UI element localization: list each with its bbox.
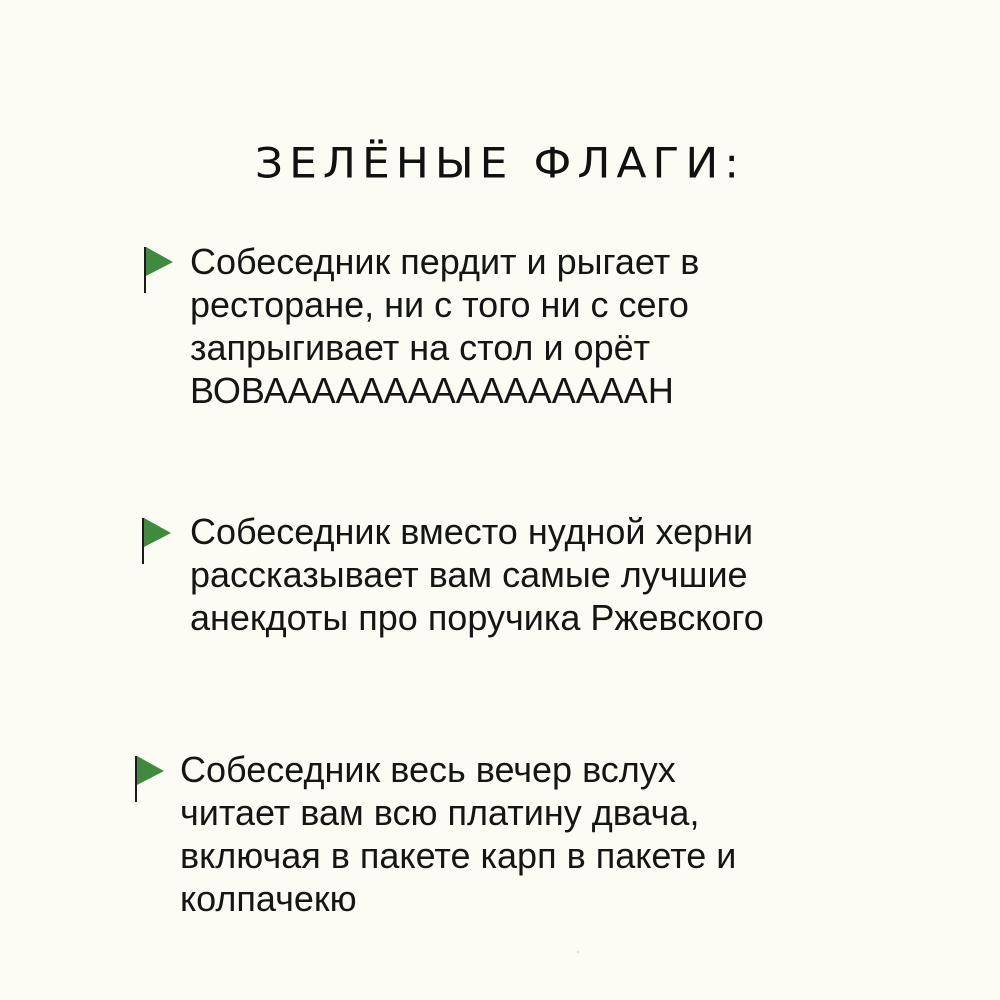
item-1-line-4: ВОВААААААААААААААААН: [190, 370, 674, 411]
page-title: ЗЕЛЁНЫЕ ФЛАГИ:: [254, 139, 746, 188]
item-2-line-1: Собеседник вместо нудной херни: [190, 511, 754, 552]
item-3-line-2: читает вам всю платину двача,: [180, 792, 700, 833]
green-flag-icon: [131, 752, 171, 804]
item-1-text: [190, 240, 699, 412]
green-flag-icon: [138, 514, 178, 566]
item-3-text: [180, 748, 736, 920]
item-2-line-3: анекдоты про поручика Ржевского: [190, 597, 764, 638]
item-3-line-3: включая в пакете карп в пакете и: [180, 835, 737, 876]
green-flag-icon: [140, 243, 180, 295]
item-1-line-3: запрыгивает на стол и орёт: [190, 327, 651, 368]
item-2-line-2: рассказывает вам самые лучшие: [190, 554, 748, 595]
stray-dot: [577, 951, 579, 953]
item-1-line-1: Собеседник пердит и рыгает в: [190, 241, 700, 282]
item-1-line-2: ресторане, ни с того ни с сего: [190, 284, 689, 325]
item-3-line-1: Собеседник весь вечер вслух: [180, 749, 676, 790]
item-2-text: [190, 510, 764, 639]
item-3-line-4: колпачекю: [180, 878, 357, 919]
